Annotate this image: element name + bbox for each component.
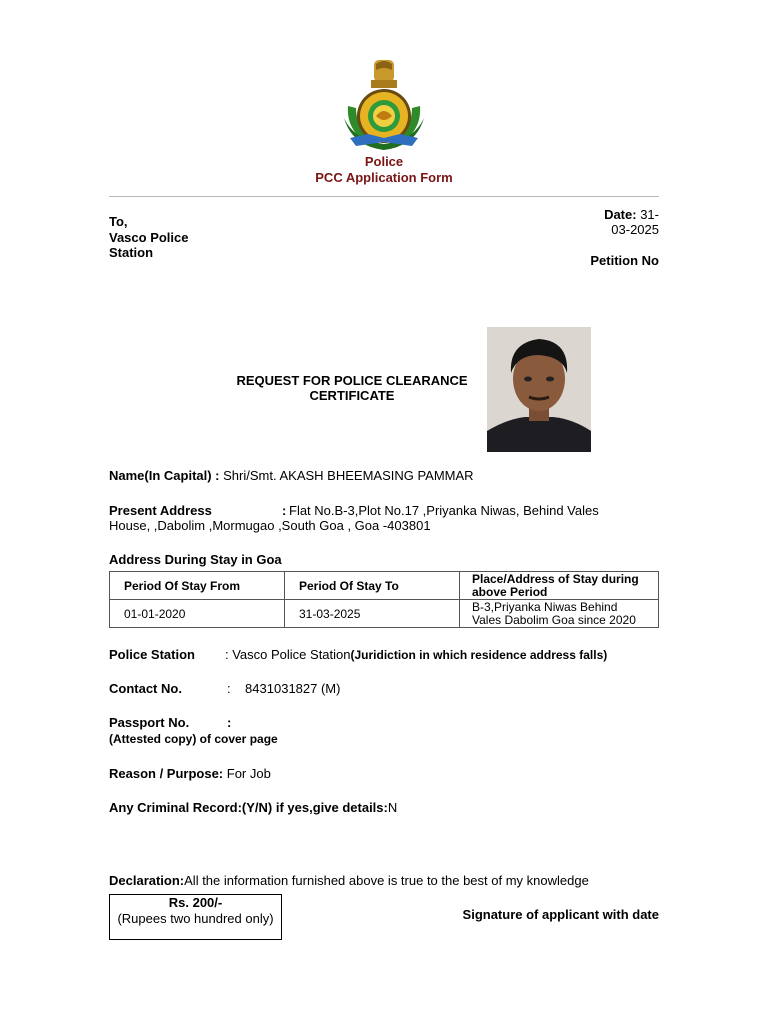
addressee-to: To, bbox=[109, 214, 128, 229]
fee-box bbox=[109, 894, 282, 940]
criminal-record-value: N bbox=[387, 800, 398, 815]
table-cell: B-3,Priyanka Niwas Behind Vales Dabolim Goa since 2020 bbox=[460, 600, 659, 628]
date-field bbox=[560, 207, 659, 222]
police-station-label: Police Station bbox=[109, 647, 195, 662]
table-header-cell: Place/Address of Stay during above Period bbox=[460, 572, 659, 600]
address-colon: : bbox=[282, 503, 287, 518]
criminal-record-label: Any Criminal Record:(Y/N) if yes,give details: bbox=[109, 800, 388, 815]
declaration-text: All the information furnished above is true to the best of my knowledge bbox=[184, 873, 589, 888]
table-cell: 31-03-2025 bbox=[285, 600, 460, 628]
passport-label: Passport No. bbox=[109, 715, 190, 730]
passport-note: (Attested copy) of cover page bbox=[109, 732, 278, 746]
name-field bbox=[109, 468, 474, 483]
table-cell: 01-01-2020 bbox=[110, 600, 285, 628]
form-title: PCC Application Form bbox=[315, 170, 453, 185]
declaration-label: Declaration: bbox=[109, 873, 185, 888]
name-label: Name(In Capital) : bbox=[109, 468, 220, 483]
addressee-line2: Station bbox=[109, 245, 154, 260]
table-row bbox=[110, 600, 659, 628]
date-value-part1: 31- bbox=[640, 207, 659, 222]
table-header-cell: Period Of Stay To bbox=[285, 572, 460, 600]
addressee-line1: Vasco Police bbox=[109, 230, 189, 245]
applicant-photo bbox=[487, 327, 591, 452]
signature-label: Signature of applicant with date bbox=[462, 907, 659, 922]
table-header-row bbox=[110, 572, 659, 600]
police-emblem bbox=[338, 58, 430, 154]
date-value-part2: 03-2025 bbox=[611, 222, 659, 237]
name-value: Shri/Smt. AKASH BHEEMASING PAMMAR bbox=[223, 468, 474, 483]
request-title-line1: REQUEST FOR POLICE CLEARANCE bbox=[236, 373, 468, 388]
contact-value: : 8431031827 (M) bbox=[227, 681, 341, 696]
address-value-line1: Flat No.B-3,Plot No.17 ,Priyanka Niwas, Behind Vales bbox=[289, 503, 599, 518]
date-label: Date: bbox=[604, 207, 637, 222]
request-title-line2: CERTIFICATE bbox=[309, 388, 395, 403]
petition-label: Petition No bbox=[590, 253, 659, 268]
reason-label: Reason / Purpose: bbox=[109, 766, 224, 781]
declaration bbox=[109, 873, 589, 888]
contact-label: Contact No. bbox=[109, 681, 182, 696]
passport-colon: : bbox=[227, 715, 232, 730]
fee-amount: Rs. 200/- bbox=[168, 895, 223, 910]
criminal-record-field bbox=[109, 800, 397, 815]
police-station-note: (Juridiction in which residence address falls) bbox=[350, 648, 608, 662]
address-label: Present Address bbox=[109, 503, 212, 518]
stay-heading: Address During Stay in Goa bbox=[109, 552, 282, 567]
police-station-field bbox=[225, 647, 607, 662]
reason-field bbox=[109, 766, 271, 781]
fee-words: (Rupees two hundred only) bbox=[117, 911, 274, 926]
table-header-cell: Period Of Stay From bbox=[110, 572, 285, 600]
header-org: Police bbox=[364, 154, 404, 169]
stay-table bbox=[109, 571, 659, 628]
police-station-value: : Vasco Police Station bbox=[225, 647, 351, 662]
address-value-line2: House, ,Dabolim ,Mormugao ,South Goa , Goa -403801 bbox=[109, 518, 431, 533]
divider bbox=[109, 196, 659, 197]
reason-value: For Job bbox=[226, 766, 271, 781]
